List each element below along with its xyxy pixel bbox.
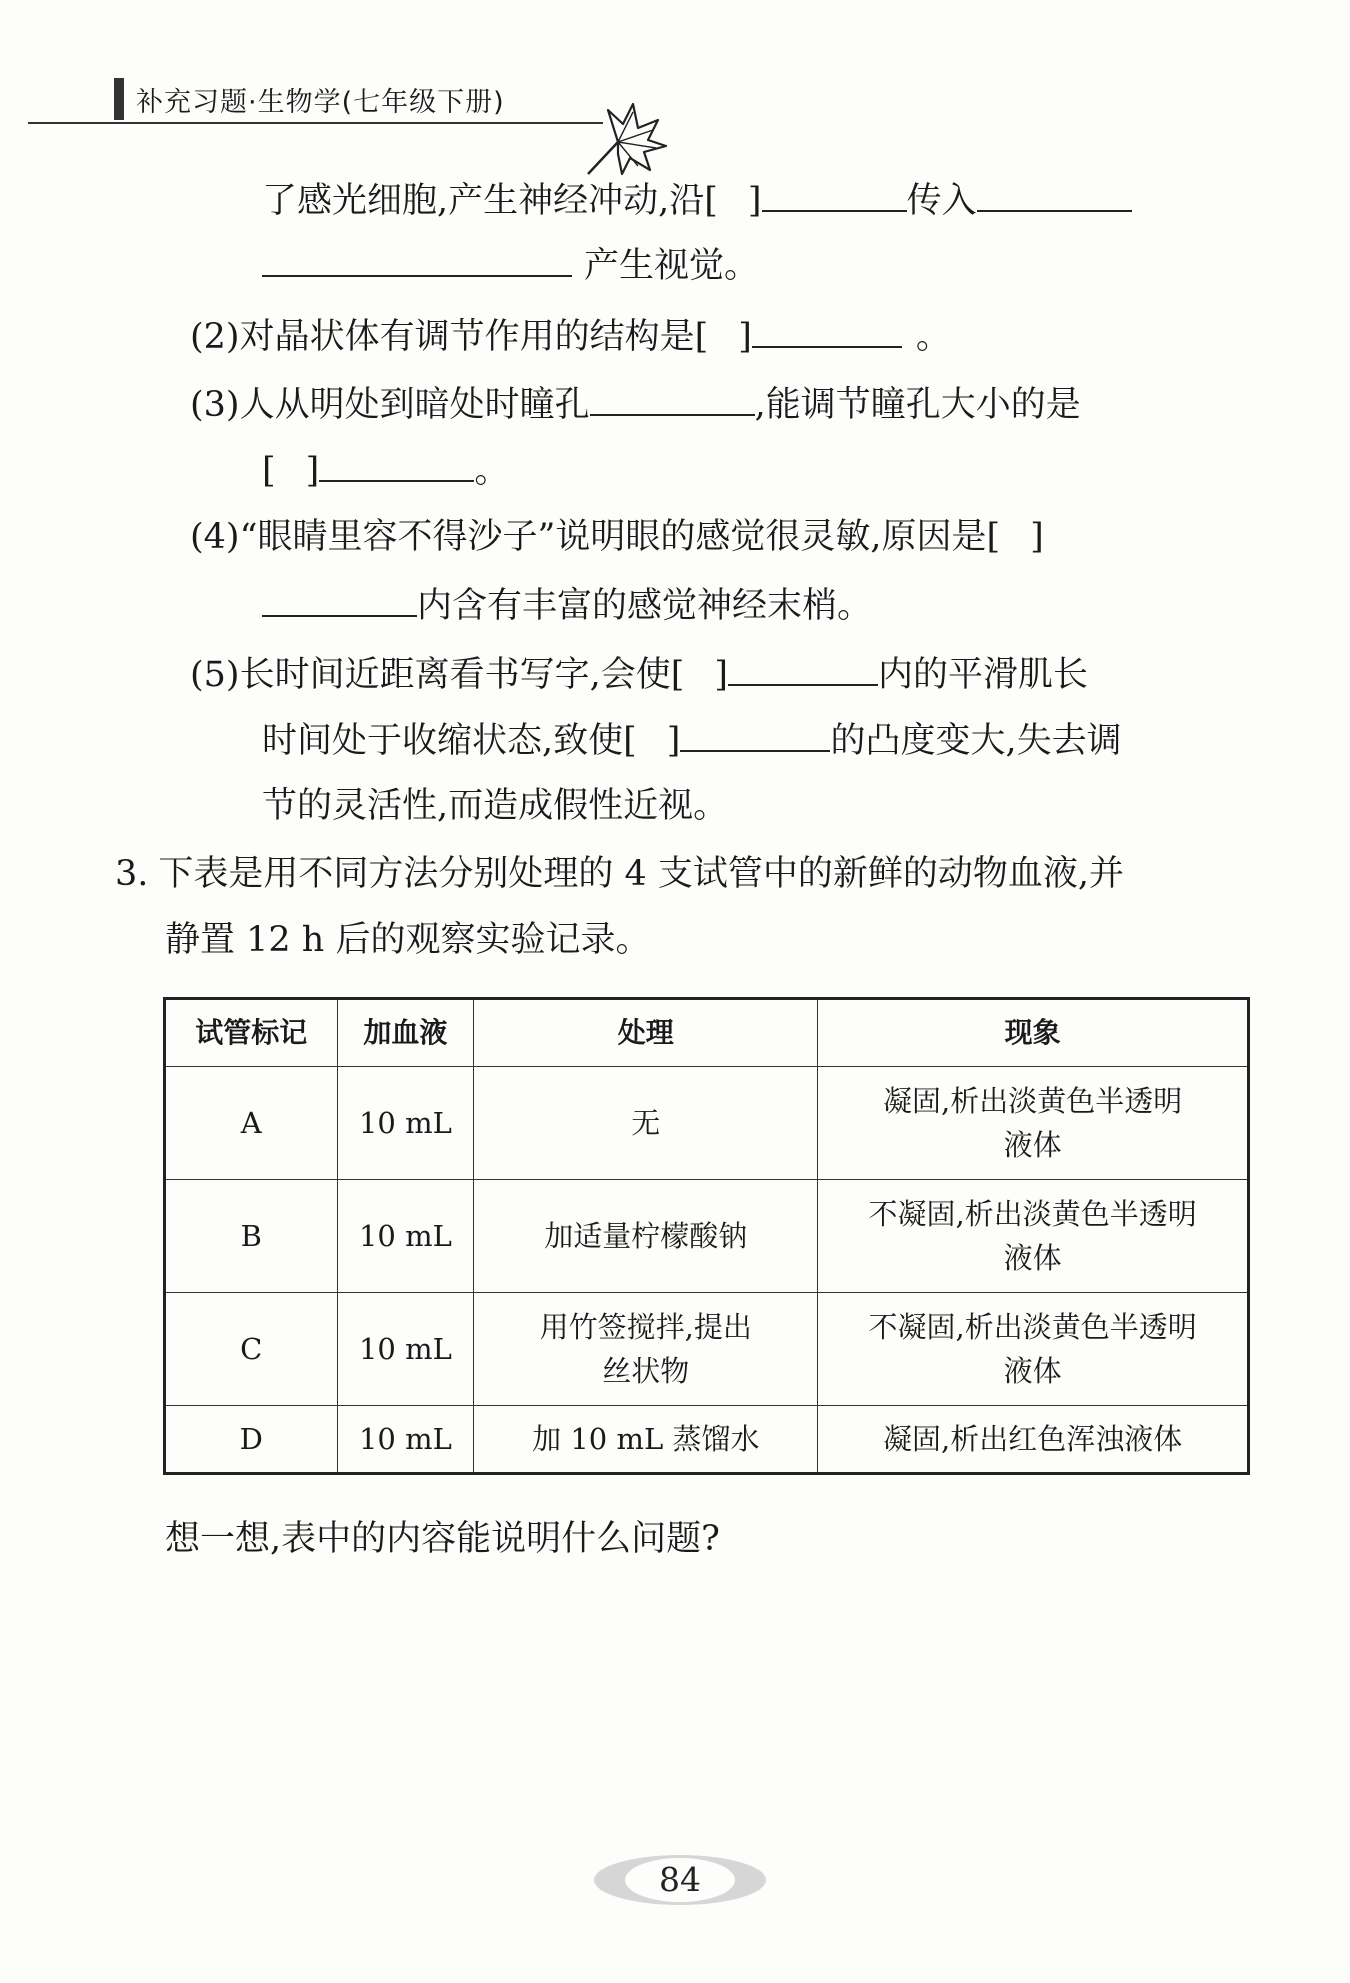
q2-part5-cont2 [262,784,728,828]
q3-text: 静置 12 h 后的观察实验记录。 [165,920,651,960]
q2-text: ] [714,655,729,695]
header-bar [114,78,124,120]
table-cell: 10 mL [337,1067,474,1180]
q2-text: 时间处于收缩状态,致使[ [262,721,637,761]
q2-text: 的凸度变大,失去调 [830,721,1122,761]
table-cell: 无 [474,1067,818,1180]
answer-blank[interactable] [262,241,572,277]
q2-text: 长时间近距离看书写字,会使[ [239,655,685,695]
q3-text: 下表是用不同方法分别处理的 4 支试管中的新鲜的动物血液,并 [158,854,1125,894]
table-cell: A [165,1067,338,1180]
table-row [165,1406,1249,1474]
q2-part4-cont [262,581,872,628]
cell-line: 用竹签搅拌,提出 [539,1310,752,1344]
q2-text: ] [666,721,681,761]
cell-line: 液体 [1003,1354,1062,1388]
cell-line: 不凝固,析出淡黄色半透明 [868,1197,1197,1231]
q2-text: ,能调节瞳孔大小的是 [754,385,1081,425]
q2-text: 。 [474,451,510,491]
table-cell [818,1293,1249,1406]
table-cell [818,1180,1249,1293]
part-number: (2) [190,317,240,357]
q2-text: 内的平滑肌长 [878,655,1089,695]
table-cell: 加适量柠檬酸钠 [474,1180,818,1293]
q2-part3 [190,380,1081,427]
q2-text: 了感光细胞,产生神经冲动,沿[ [262,181,718,221]
table-header: 现象 [818,999,1249,1067]
q2-text: 人从明处到暗处时瞳孔 [239,385,590,425]
table-cell: D [165,1406,338,1474]
page-number: 84 [659,1860,701,1899]
q2-text: 对晶状体有调节作用的结构是[ [239,317,709,357]
q2-part5-cont1 [262,716,1122,763]
answer-blank[interactable] [728,650,878,686]
q2-line2 [262,241,759,288]
q2-text: ] [747,181,762,221]
q3-intro-line1 [115,852,1124,896]
answer-blank[interactable] [590,380,755,416]
q2-text: “眼睛里容不得沙子”说明眼的感觉很灵敏,原因是[ [239,517,1001,557]
cell-line: 液体 [1003,1241,1062,1275]
table-cell [818,1067,1249,1180]
q2-text: 。 [915,317,951,357]
q2-text: 传入 [906,181,977,221]
answer-blank[interactable] [977,176,1132,212]
q2-part3-cont [262,446,509,493]
table-cell [474,1293,818,1406]
part-number: (3) [190,385,240,425]
table-cell: 加 10 mL 蒸馏水 [474,1406,818,1474]
answer-blank[interactable] [762,176,907,212]
q2-part4 [190,515,1044,559]
header-rule [28,122,603,124]
question-number: 3. [115,854,149,894]
experiment-table [163,997,1250,1475]
table-row [165,1067,1249,1180]
answer-blank[interactable] [752,312,902,348]
page-number-badge [590,1852,770,1908]
table-cell: C [165,1293,338,1406]
running-header [28,60,628,122]
table-cell: 凝固,析出红色浑浊液体 [818,1406,1249,1474]
cell-line: 凝固,析出淡黄色半透明 [883,1084,1183,1118]
table-cell: B [165,1180,338,1293]
q2-text: ] [305,451,320,491]
table-row [165,1293,1249,1406]
q2-text: 节的灵活性,而造成假性近视。 [262,786,729,826]
q3-intro-line2 [165,918,650,962]
q2-text: 产生视觉。 [584,246,760,286]
q2-text: ] [1030,517,1044,557]
answer-blank[interactable] [319,446,474,482]
cell-line: 丝状物 [602,1354,690,1388]
table-header: 加血液 [337,999,474,1067]
part-number: (5) [190,655,240,695]
header-title: 补充习题·生物学(七年级下册) [136,87,505,118]
answer-blank[interactable] [680,716,830,752]
answer-blank[interactable] [262,581,417,617]
table-header-row [165,999,1249,1067]
q2-text: ] [738,317,752,357]
part-number: (4) [190,517,240,557]
table-cell: 10 mL [337,1406,474,1474]
table-cell: 10 mL [337,1180,474,1293]
q3-question [165,1517,720,1561]
cell-line: 不凝固,析出淡黄色半透明 [868,1310,1197,1344]
table-row [165,1180,1249,1293]
q2-line1 [262,176,1132,223]
table-header: 试管标记 [165,999,338,1067]
q2-part5 [190,650,1088,697]
q2-text: 内含有丰富的感觉神经末梢。 [417,586,873,626]
table-header: 处理 [474,999,818,1067]
leaf-icon [578,102,668,182]
q2-text: [ [262,451,276,491]
cell-line: 液体 [1003,1128,1062,1162]
q2-part2 [190,312,951,359]
q3-text: 想一想,表中的内容能说明什么问题? [165,1519,720,1559]
table-cell: 10 mL [337,1293,474,1406]
